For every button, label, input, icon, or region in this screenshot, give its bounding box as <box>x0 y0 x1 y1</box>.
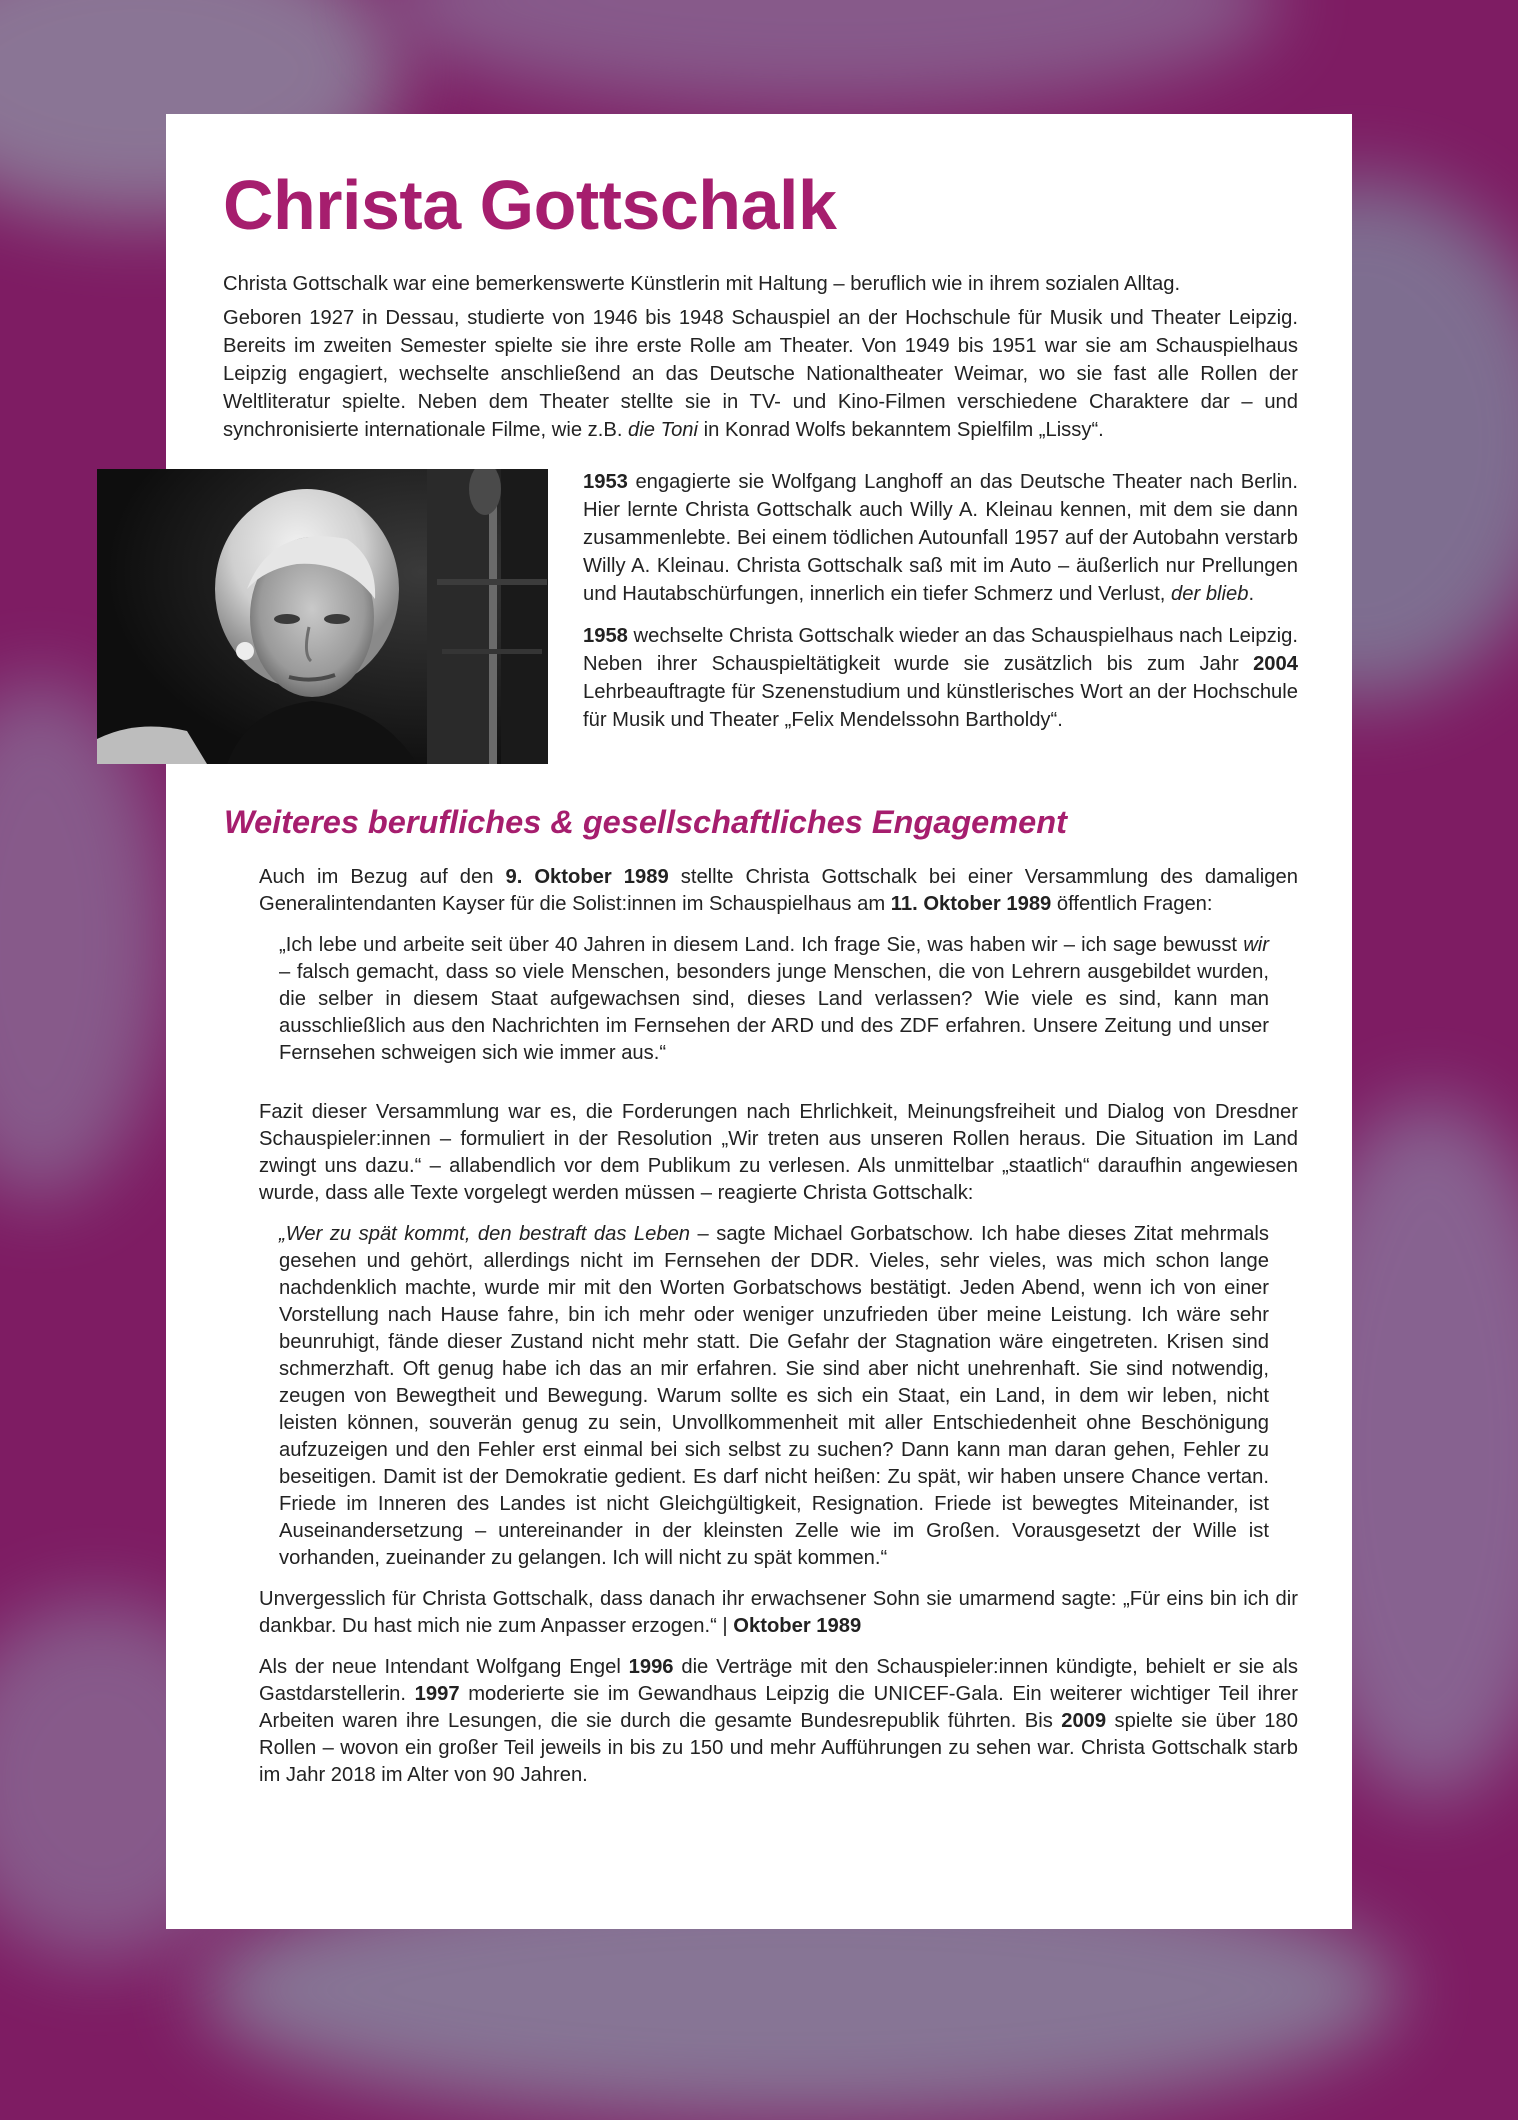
career-section <box>583 468 1298 748</box>
career-emphasis: der blieb <box>1171 583 1249 605</box>
year-highlight: 1953 <box>583 471 628 493</box>
body-text: Unvergesslich für Christa Gottschalk, dass danach ihr erwachsener Sohn sie umarmend sagte: „Für eins bin ich dir dankbar. Du hast mich nie zum Anpasser erzogen.“ | <box>259 1588 1298 1637</box>
intro-text: in Konrad Wolfs bekanntem Spielfilm „Lissy“. <box>698 419 1104 441</box>
career-text: wechselte Christa Gottschalk wieder an das Schauspielhaus nach Leipzig. Neben ihrer Schauspieltätigkeit wurde sie zusätzlich bis zum Jahr <box>583 625 1298 675</box>
section-heading: Weiteres berufliches & gesellschaftliches Engagement <box>224 804 1067 840</box>
body-paragraph: Fazit dieser Versammlung war es, die Forderungen nach Ehrlichkeit, Meinungsfreiheit und Dialog von Dresdner Schauspieler:innen – formuliert in der Resolution „Wir treten aus unseren Rollen heraus. Die Situation im Land zwingt uns dazu.“ – allabendlich vor dem Publikum zu verlesen. Als unmittelbar „staatlich“ daraufhin angewiesen wurde, dass alle Texte vorgelegt werden müssen – reagierte Christa Gottschalk: <box>259 1101 1298 1204</box>
quote-block <box>279 932 1269 1067</box>
year-highlight: 1958 <box>583 625 628 647</box>
intro-emphasis: die Toni <box>628 419 699 441</box>
quote-block <box>279 1221 1269 1572</box>
body-paragraph <box>259 1586 1298 1640</box>
quote-text: – sagte Michael Gorbatschow. Ich habe dieses Zitat mehrmals gesehen und gehört, allerdings nicht im Fernsehen der DDR. Vieles, sehr vieles, was mich schon lange nachdenklich machte, wurde mir mit den Worten Gorbatschows bestätigt. Jeden Abend, wenn ich von einer Vorstellung nach Hause fahre, bin ich mehr oder weniger unzufrieden über meine Leistung. Ich wäre sehr beunruhigt, fände dieser Zustand nicht mehr statt. Die Gefahr der Stagnation wäre eingetreten. Krisen sind schmerzhaft. Oft genug habe ich das an mir erfahren. Sie sind aber nicht unehrenhaft. Sie sind notwendig, zeugen von Bewegtheit und Bewegung. Warum sollte es sich ein Staat, ein Land, in dem wir leben, nicht leisten können, souverän genug zu sein, Unvollkommenheit mit aller Entschiedenheit ohne Beschönigung aufzuzeigen und den Fehler erst einmal bei sich selbst zu suchen? Dann kann man daran gehen, Fehler zu beseitigen. Damit ist der Demokratie gedient. Es darf nicht heißen: Zu spät, wir haben unsere Chance vertan. Friede im Inneren des Landes ist nicht Gleichgültigkeit, Resignation. Friede ist bewegtes Miteinander, ist Auseinandersetzung – untereinander in der kleinsten Zelle wie im Großen. Vorausgesetzt der Wille ist vorhanden, zueinander zu gelangen. Ich will nicht zu spät kommen.“ <box>279 1223 1270 1569</box>
body-text: stellte Christa Gottschalk bei einer Versammlung des damaligen Generalintendanten Kayser für die Solist:innen im Schauspielhaus am <box>259 866 1298 915</box>
intro-paragraph <box>223 304 1298 444</box>
career-paragraph-1953 <box>583 468 1298 608</box>
body-paragraph <box>259 1654 1298 1789</box>
portrait-illustration <box>97 469 548 764</box>
year-highlight: 1996 <box>628 1656 674 1678</box>
date-highlight: 9. Oktober 1989 <box>505 866 669 888</box>
body-text: moderierte sie im Gewandhaus Leipzig die UNICEF-Gala. Ein weiterer wichtiger Teil ihrer Arbeiten waren ihre Lesungen, die sie durch die gesamte Bundesrepublik führten. Bis <box>259 1683 1298 1732</box>
quote-emphasis: wir <box>1243 934 1269 956</box>
body-text: öffentlich Fragen: <box>1051 893 1213 915</box>
year-highlight: 2004 <box>1253 653 1298 675</box>
quote-text: – falsch gemacht, dass so viele Menschen, besonders junge Menschen, die von Lehrern ausgebildet wurden, die selber in diesem Staat aufgewachsen sind, dieses Land verlassen? Wie viele es sind, kann man ausschließlich aus den Nachrichten im Fernsehen der ARD und des ZDF erfahren. Unsere Zeitung und unser Fernsehen schweigen sich wie immer aus.“ <box>279 961 1269 1064</box>
year-highlight: 2009 <box>1061 1710 1107 1732</box>
content-panel <box>166 114 1352 1929</box>
body-text: Auch im Bezug auf den <box>259 866 506 888</box>
career-text: . <box>1248 583 1255 605</box>
intro-text: Geboren 1927 in Dessau, studierte von 1946 bis 1948 Schauspiel an der Hochschule für Musik und Theater Leipzig. Bereits im zweiten Semester spielte sie ihre erste Rolle am Theater. Von 1949 bis 1951 war sie am Schauspielhaus Leipzig engagiert, wechselte anschließend an das Deutsche Nationaltheater Weimar, wo sie fast alle Rollen der Weltliteratur spielte. Neben dem Theater stellte sie in TV- und Kino-Filmen verschiedene Charaktere dar – und synchronisierte internationale Filme, wie z.B. <box>223 307 1298 441</box>
year-highlight: 1997 <box>414 1683 460 1705</box>
career-paragraph-1958 <box>583 622 1298 734</box>
body-paragraph <box>259 864 1298 918</box>
body-text: die Verträge mit den Schauspieler:innen kündigte, behielt er sie als Gastdarstellerin. <box>259 1656 1298 1705</box>
body-text: Als der neue Intendant Wolfgang Engel <box>259 1656 629 1678</box>
portrait-photo <box>97 469 548 764</box>
body-text: spielte sie über 180 Rollen – wovon ein großer Teil jeweils in bis zu 150 und mehr Aufführungen zu sehen war. Christa Gottschalk starb im Jahr 2018 im Alter von 90 Jahren. <box>259 1710 1298 1786</box>
date-highlight: Oktober 1989 <box>733 1615 862 1637</box>
quote-emphasis: „Wer zu spät kommt, den bestraft das Leben <box>279 1223 691 1245</box>
engagement-section <box>259 864 1298 1803</box>
background-wash <box>380 0 1280 110</box>
intro-paragraph: Christa Gottschalk war eine bemerkenswerte Künstlerin mit Haltung – beruflich wie in ihrem sozialen Alltag. <box>223 273 1181 295</box>
career-text: Lehrbeauftragte für Szenenstudium und künstlerisches Wort an der Hochschule für Musik und Theater „Felix Mendelssohn Bartholdy“. <box>583 681 1298 731</box>
intro-section <box>223 270 1298 450</box>
page-title: Christa Gottschalk <box>223 166 837 244</box>
career-text: engagierte sie Wolfgang Langhoff an das Deutsche Theater nach Berlin. Hier lernte Christa Gottschalk auch Willy A. Kleinau kennen, mit dem sie dann zusammenlebte. Bei einem tödlichen Autounfall 1957 auf der Autobahn verstarb Willy A. Kleinau. Christa Gottschalk saß mit im Auto – äußerlich nur Prellungen und Hautabschürfungen, innerlich ein tiefer Schmerz und Verlust, <box>583 471 1298 605</box>
date-highlight: 11. Oktober 1989 <box>890 893 1052 915</box>
quote-text: „Ich lebe und arbeite seit über 40 Jahren in diesem Land. Ich frage Sie, was haben wir – ich sage bewusst <box>279 934 1244 956</box>
